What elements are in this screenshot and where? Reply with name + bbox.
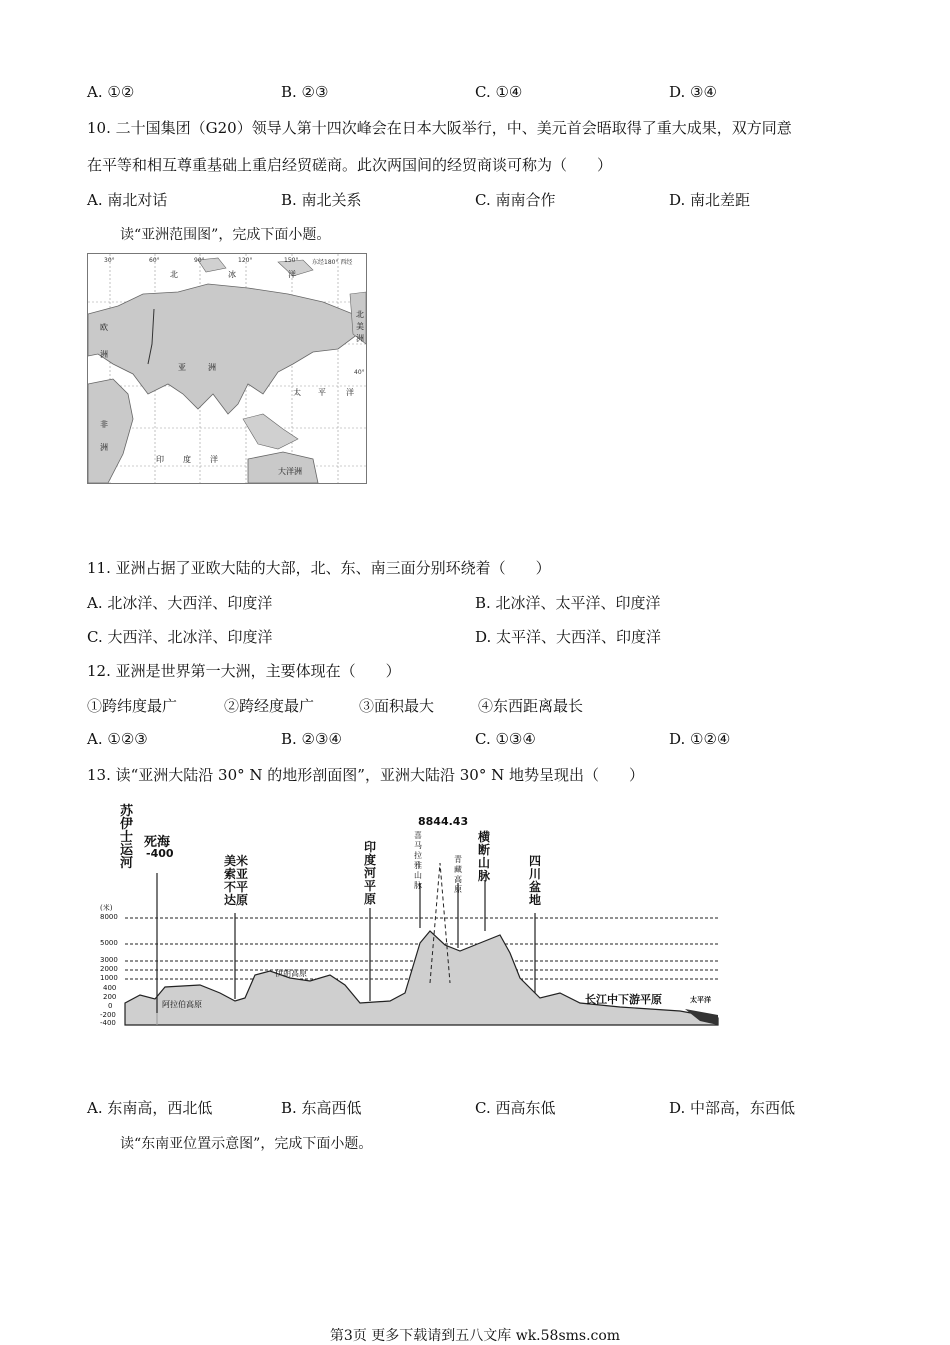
q13-option-d: D. 中部高，东西低 [669,1099,796,1117]
label-tibet-2: 藏 [454,865,462,874]
q11-option-d: D. 太平洋、大西洋、印度洋 [475,628,662,646]
q12-option-a: A. ①②③ [87,730,148,748]
label-suez-1: 苏 [120,804,134,819]
axis-unit: (米) [100,904,113,912]
y-tick-5000: 5000 [100,939,118,947]
q13-stem: 13. 读“亚洲大陆沿 30° N 的地形剖面图”，亚洲大陆沿 30° N 地势呈现出（ ） [87,766,644,784]
label-suez-3: 士 [120,830,134,845]
map-label-namerica-2: 美 [356,322,364,331]
label-yangtze-plain: 长江中下游平原 [585,993,662,1006]
q10-option-c: C. 南南合作 [475,191,556,209]
y-tick-400: 400 [103,984,117,992]
map-lon-90: 90° [194,257,205,264]
y-tick-minus-200: -200 [100,1011,116,1019]
q10-stem-line1: 10. 二十国集团（G20）领导人第十四次峰会在日本大阪举行，中、美元首会晤取得了重大成果，双方同意 [87,119,792,137]
map-label-arctic-3: 洋 [288,270,296,279]
label-indus-2: 度 [364,853,377,867]
label-sichuan-2: 川 [529,867,542,881]
map-lon-60: 60° [149,257,160,264]
q12-option-d: D. ①②④ [669,730,731,748]
q12-item-2: ②跨经度最广 [224,697,315,715]
label-meso-4: 达原 [224,893,249,907]
q11-option-b: B. 北冰洋、太平洋、印度洋 [475,594,661,612]
label-indus-4: 平 [364,879,377,893]
map-lon-150: 150° [284,257,299,264]
y-tick-minus-400: -400 [100,1019,116,1027]
y-tick-1000: 1000 [100,974,118,982]
map-label-namerica-3: 洲 [356,334,364,343]
q10-option-d: D. 南北差距 [669,191,751,209]
map-lon-180: 东经180° 西经 [312,259,353,266]
map-label-asia-2: 洲 [208,363,216,372]
q12-item-4: ④东西距离最长 [478,697,584,715]
label-tibet-3: 高 [454,875,462,884]
q13-option-c: C. 西高东低 [475,1099,556,1117]
map-label-oceania: 大洋洲 [278,467,302,476]
label-hengduan-1: 横 [478,830,491,844]
label-suez-4: 运 [120,843,134,858]
y-tick-3000: 3000 [100,956,118,964]
label-everest-height: 8844.43 [418,815,469,828]
label-pacific-ocean: 太平洋 [690,995,711,1004]
label-hengduan-2: 断 [478,843,491,857]
y-tick-0: 0 [108,1002,113,1010]
q10-stem-line2: 在平等和相互尊重基础上重启经贸磋商。此次两国间的经贸商谈可称为（ ） [87,156,613,174]
label-dead-sea: 死海 [144,835,171,850]
y-tick-200: 200 [103,993,117,1001]
label-sichuan-3: 盆 [529,880,542,894]
label-himalaya-5: 山 [414,871,422,880]
q13-option-b: B. 东高西低 [281,1099,362,1117]
asia-map-drawing [88,254,366,483]
q9-option-d: D. ③④ [669,83,717,101]
q12-item-1: ①跨纬度最广 [87,697,178,715]
y-tick-8000: 8000 [100,913,118,921]
label-hengduan-3: 山 [478,856,491,870]
label-arabian-plateau: 阿拉伯高原 [162,1000,202,1009]
q13-option-a: A. 东南高，西北低 [87,1099,213,1117]
map-label-asia-1: 亚 [178,363,186,372]
q9-option-c: C. ①④ [475,83,523,101]
label-himalaya-1: 喜 [414,831,422,840]
q12-option-b: B. ②③④ [281,730,342,748]
q12-stem: 12. 亚洲是世界第一大洲，主要体现在（ ） [87,662,401,680]
page-footer: 第3页 更多下载请到五八文库 wk.58sms.com [329,1328,621,1344]
q9-option-a: A. ①② [87,83,135,101]
map-lat-40: 40° [354,369,365,376]
label-himalaya-4: 雅 [414,861,422,870]
map-label-indian-1: 印 [156,455,164,464]
label-indus-3: 河 [364,866,377,880]
terrain-profile-30n [100,803,720,1028]
label-suez-2: 伊 [120,817,134,832]
map-label-indian-3: 洋 [210,455,218,464]
map-label-europe-1: 欧 [100,323,108,332]
label-indus-5: 原 [364,892,377,906]
map-label-europe-2: 洲 [100,350,108,359]
map-label-indian-2: 度 [183,455,191,464]
q10-option-b: B. 南北关系 [281,191,362,209]
q9-option-b: B. ②③ [281,83,329,101]
label-himalaya-6: 脉 [414,881,422,890]
label-dead-sea-depth: -400 [146,847,174,860]
q11-option-c: C. 大西洋、北冰洋、印度洋 [87,628,273,646]
map-label-africa-1: 非 [100,420,108,429]
label-meso-3: 不平 [224,880,249,894]
label-meso-2: 索亚 [224,867,249,881]
q12-item-3: ③面积最大 [359,697,435,715]
q11-option-a: A. 北冰洋、大西洋、印度洋 [87,594,273,612]
label-tibet-1: 青 [454,855,462,864]
label-iran-plateau: 伊朗高原 [275,969,307,978]
label-sichuan-1: 四 [529,854,542,868]
label-indus-1: 印 [364,840,377,854]
map-lon-30: 30° [104,257,115,264]
southeast-asia-intro: 读“东南亚位置示意图”，完成下面小题。 [120,1136,373,1152]
map-intro: 读“亚洲范围图”，完成下面小题。 [120,227,331,243]
map-label-africa-2: 洲 [100,443,108,452]
label-himalaya-3: 拉 [414,851,422,860]
label-meso-1: 美米 [224,854,249,868]
map-label-namerica-1: 北 [356,310,364,319]
map-lon-120: 120° [238,257,253,264]
map-label-pacific-2: 平 [318,388,326,397]
y-tick-2000: 2000 [100,965,118,973]
label-suez-5: 河 [120,856,134,871]
q10-option-a: A. 南北对话 [87,191,168,209]
label-tibet-4: 原 [454,885,462,894]
label-hengduan-4: 脉 [478,869,491,883]
q11-stem: 11. 亚洲占据了亚欧大陆的大部，北、东、南三面分别环绕着（ ） [87,559,551,577]
map-label-arctic-2: 冰 [228,270,236,279]
map-label-arctic-1: 北 [170,270,178,279]
asia-range-map [87,253,367,484]
q12-option-c: C. ①③④ [475,730,536,748]
map-label-pacific-1: 太 [293,388,301,397]
label-himalaya-2: 马 [414,841,422,850]
label-sichuan-4: 地 [529,893,542,907]
map-label-pacific-3: 洋 [346,388,354,397]
